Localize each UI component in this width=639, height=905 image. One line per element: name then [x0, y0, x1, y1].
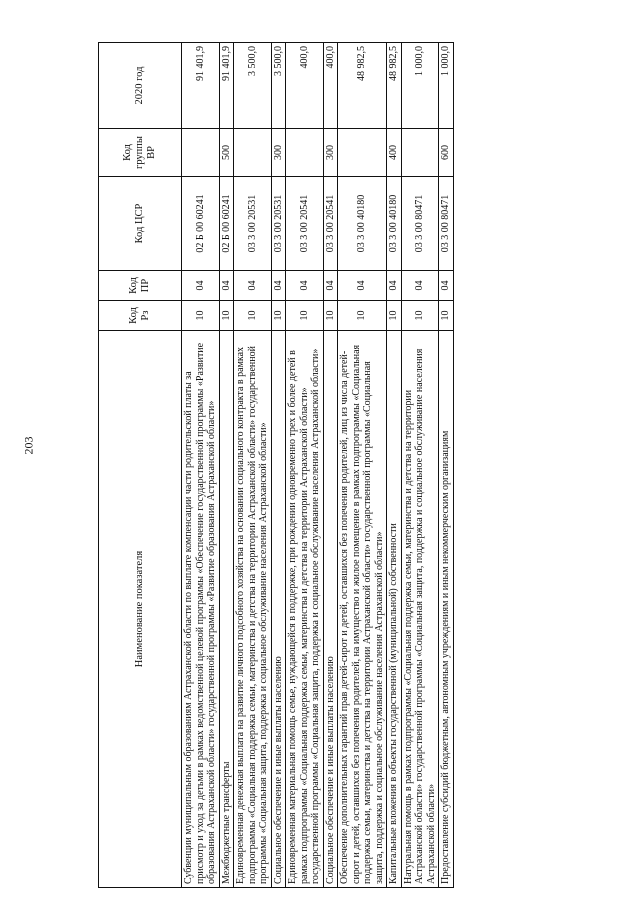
row-pr: 04 — [219, 271, 234, 301]
budget-table — [98, 42, 454, 888]
table-row — [439, 43, 454, 888]
row-rz: 10 — [286, 301, 324, 331]
row-sum: 48 982,5 — [338, 43, 387, 129]
row-rz: 10 — [401, 301, 439, 331]
row-csr: 03 3 00 20531 — [271, 177, 286, 271]
table-row — [387, 43, 402, 888]
header-pr: Код ПР — [99, 271, 182, 301]
row-name: Капитальные вложения в объекты государственной (муниципальной) собственности — [387, 331, 402, 888]
table-row — [219, 43, 234, 888]
row-rz: 10 — [219, 301, 234, 331]
row-vr — [286, 129, 324, 177]
row-rz: 10 — [234, 301, 272, 331]
row-vr — [401, 129, 439, 177]
row-name: Единовременная материальная помощь семье, нуждающейся в поддержке, при рождении одновременно трех и более детей в рамках подпрограммы «Социальная поддержка семьи, материнства и детства на территории Астраханской области» государственной программы «Социальная защита, поддержка и социальное обслуживание населения Астраханской области» — [286, 331, 324, 888]
row-rz: 10 — [323, 301, 338, 331]
row-name: Предоставление субсидий бюджетным, автономным учреждениям и иным некоммерческим организациям — [439, 331, 454, 888]
row-pr: 04 — [182, 271, 220, 301]
row-vr: 500 — [219, 129, 234, 177]
row-csr: 02 Б 00 60241 — [182, 177, 220, 271]
row-pr: 04 — [234, 271, 272, 301]
row-sum: 91 401,9 — [219, 43, 234, 129]
row-rz: 10 — [271, 301, 286, 331]
row-vr: 600 — [439, 129, 454, 177]
row-name: Единовременная денежная выплата на развитие личного подсобного хозяйства на основании социального контракта в рамках подпрограммы «Социальная поддержка семьи, материнства и детства на территории Астраханской области» государственной программы «Социальная защита, поддержка и социальное обслуживание населения Астраханской области» — [234, 331, 272, 888]
row-rz: 10 — [439, 301, 454, 331]
row-pr: 04 — [271, 271, 286, 301]
row-sum: 3 500,0 — [271, 43, 286, 129]
row-rz: 10 — [387, 301, 402, 331]
row-pr: 04 — [387, 271, 402, 301]
row-csr: 03 3 00 40180 — [387, 177, 402, 271]
table-row — [271, 43, 286, 888]
row-pr: 04 — [286, 271, 324, 301]
header-name: Наименование показателя — [99, 331, 182, 888]
row-sum: 400,0 — [286, 43, 324, 129]
row-pr: 04 — [401, 271, 439, 301]
row-vr: 300 — [271, 129, 286, 177]
row-csr: 03 3 00 80471 — [401, 177, 439, 271]
header-csr: Код ЦСР — [99, 177, 182, 271]
row-sum: 1 000,0 — [439, 43, 454, 129]
table-row — [182, 43, 220, 888]
row-name: Субвенции муниципальным образованиям Астраханской области по выплате компенсации части родительской платы за присмотр и уход за детьми в рамках ведомственной целевой программы «Обеспечение государственной программы «Развитие образования Астраханской области» государственной программы «Развитие образования Астраханской области» — [182, 331, 220, 888]
row-name: Обеспечение дополнительных гарантий прав детей-сирот и детей, оставшихся без попечения родителей, лиц из числа детей-сирот и детей, оставшихся без попечения родителей, на имущество и жилое помещение в рамках подпрограммы «Социальная поддержка семьи, материнства и детства на территории Астраханской области» государственной программы «Социальная защита, поддержка и социальное обслуживание населения Астраханской области» — [338, 331, 387, 888]
header-rz: Код Рз — [99, 301, 182, 331]
row-pr: 04 — [439, 271, 454, 301]
row-pr: 04 — [323, 271, 338, 301]
header-year: 2020 год — [99, 43, 182, 129]
table-row — [286, 43, 324, 888]
row-csr: 02 Б 00 60241 — [219, 177, 234, 271]
row-rz: 10 — [182, 301, 220, 331]
row-sum: 48 982,5 — [387, 43, 402, 129]
table-row — [338, 43, 387, 888]
row-csr: 03 3 00 20531 — [234, 177, 272, 271]
header-vr: Код группы ВР — [99, 129, 182, 177]
row-name: Социальное обеспечение и иные выплаты населению — [323, 331, 338, 888]
row-vr — [182, 129, 220, 177]
row-sum: 91 401,9 — [182, 43, 220, 129]
row-name: Межбюджетные трансферты — [219, 331, 234, 888]
row-vr: 300 — [323, 129, 338, 177]
row-vr — [234, 129, 272, 177]
row-csr: 03 3 00 20541 — [323, 177, 338, 271]
row-sum: 1 000,0 — [401, 43, 439, 129]
row-vr: 400 — [387, 129, 402, 177]
row-sum: 400,0 — [323, 43, 338, 129]
table-header-row — [99, 43, 182, 888]
row-csr: 03 3 00 20541 — [286, 177, 324, 271]
table-row — [323, 43, 338, 888]
page-number: 203 — [21, 436, 36, 455]
budget-table-sheet — [98, 43, 477, 888]
row-vr — [338, 129, 387, 177]
row-sum: 3 500,0 — [234, 43, 272, 129]
row-name: Социальное обеспечение и иные выплаты населению — [271, 331, 286, 888]
row-csr: 03 3 00 40180 — [338, 177, 387, 271]
row-rz: 10 — [338, 301, 387, 331]
row-name: Натуральная помощь в рамках подпрограммы «Социальная поддержка семьи, материнства и детства на территории Астраханской области» государственной программы «Социальная защита, поддержка и социальное обслуживание населения Астраханской области» — [401, 331, 439, 888]
row-csr: 03 3 00 80471 — [439, 177, 454, 271]
row-pr: 04 — [338, 271, 387, 301]
table-row — [234, 43, 272, 888]
table-row — [401, 43, 439, 888]
